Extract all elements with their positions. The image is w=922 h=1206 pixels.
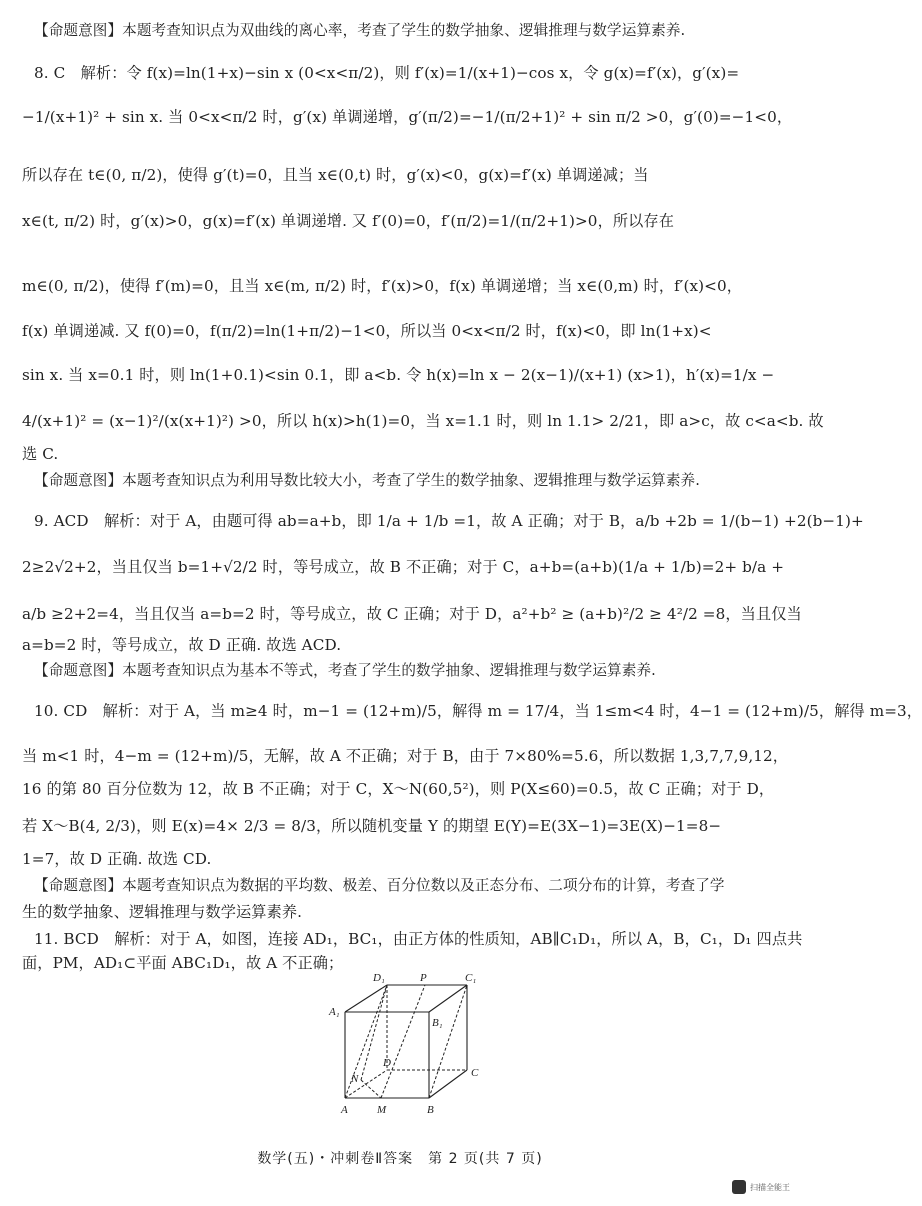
solution-text-line: f(x) 单调递减. 又 f(0)=0，f(π/2)=ln(1+π/2)−1<0，所以当 0<x<π/2 时，f(x)<0，即 ln(1+x)< [22, 322, 712, 340]
intent-note-line: 【命题意图】本题考查知识点为利用导数比较大小，考查了学生的数学抽象、逻辑推理与数学运算素养. [34, 472, 700, 489]
solution-text-line: m∈(0, π/2)，使得 f′(m)=0，且当 x∈(m, π/2) 时，f′(x)>0，f(x) 单调递增；当 x∈(0,m) 时，f′(x)<0， [22, 277, 743, 295]
label-d1: D₁ [373, 972, 385, 984]
scanner-watermark [732, 1180, 790, 1194]
label-m: M [377, 1104, 387, 1116]
edge-bc [429, 1070, 467, 1098]
solution-text-line: 生的数学抽象、逻辑推理与数学运算素养. [22, 903, 303, 921]
solution-text-line: sin x. 当 x=0.1 时，则 ln(1+0.1)<sin 0.1，即 a<b. 令 h(x)=ln x − 2(x−1)/(x+1) (x>1)，h′(x)=1/x − [22, 366, 775, 384]
solution-text-line: 所以存在 t∈(0, π/2)，使得 g′(t)=0，且当 x∈(0,t) 时，g′(x)<0，g(x)=f′(x) 单调递减；当 [22, 166, 649, 184]
intent-note-line: 【命题意图】本题考查知识点为双曲线的离心率，考查了学生的数学抽象、逻辑推理与数学运算素养. [34, 22, 686, 39]
solution-text-line: 8. C 解析：令 f(x)=ln(1+x)−sin x (0<x<π/2)，则 f′(x)=1/(x+1)−cos x，令 g(x)=f′(x)，g′(x)= [34, 64, 740, 82]
label-a1: A₁ [329, 1006, 340, 1018]
seg-nm [361, 1080, 381, 1098]
solution-text-line: a=b=2 时，等号成立，故 D 正确. 故选 ACD. [22, 636, 342, 654]
edge-b1c1 [429, 985, 467, 1012]
scanner-app-icon [732, 1180, 746, 1194]
label-d: D [383, 1057, 391, 1069]
solution-text-line: 10. CD 解析：对于 A，当 m≥4 时，m−1 = (12+m)/5，解得 m = 17/4，当 1≤m<4 时，4−1 = (12+m)/5，解得 m=3， [34, 702, 922, 720]
solution-text-line: 选 C. [22, 445, 59, 463]
solution-text-line: −1/(x+1)² + sin x. 当 0<x<π/2 时，g′(x) 单调递增，g′(π/2)=−1/(π/2+1)² + sin π/2 >0，g′(0)=−1<0， [22, 108, 793, 126]
solution-text-line: 11. BCD 解析：对于 A，如图，连接 AD₁，BC₁，由正方体的性质知，AB∥C₁D₁，所以 A，B，C₁，D₁ 四点共 [34, 930, 803, 948]
label-c: C [471, 1067, 479, 1079]
solution-text-line: 面，PM，AD₁⊂平面 ABC₁D₁，故 A 不正确； [22, 954, 344, 972]
page-footer: 数学(五)・冲刺卷Ⅱ答案 第 2 页(共 7 页) [257, 1151, 543, 1167]
seg-bc1 [429, 985, 467, 1098]
solution-text-line: 9. ACD 解析：对于 A，由题可得 ab=a+b，即 1/a + 1/b =1，故 A 正确；对于 B，a/b +2b = 1/(b−1) +2(b−1)+ [34, 512, 864, 530]
edge-a1d1 [345, 985, 387, 1012]
label-n: N [351, 1073, 359, 1085]
label-a: A [341, 1104, 348, 1116]
seg-pm [381, 985, 425, 1098]
intent-note-line: 【命题意图】本题考查知识点为数据的平均数、极差、百分位数以及正态分布、二项分布的计算，考查了学 [34, 877, 725, 894]
solution-text-line: 16 的第 80 百分位数为 12，故 B 不正确；对于 C，X～N(60,5²)，则 P(X≤60)=0.5，故 C 正确；对于 D， [22, 780, 775, 798]
label-c1: C₁ [465, 972, 477, 984]
watermark-text: 扫描全能王 [750, 1182, 790, 1192]
solution-text-line: 2≥2√2+2，当且仅当 b=1+√2/2 时，等号成立，故 B 不正确；对于 C，a+b=(a+b)(1/a + 1/b)=2+ b/a + [22, 558, 785, 576]
solution-text-line: 若 X～B(4, 2/3)，则 E(x)=4× 2/3 = 8/3，所以随机变量 Y 的期望 E(Y)=E(3X−1)=3E(X)−1=8− [22, 817, 722, 835]
intent-note-line: 【命题意图】本题考查知识点为基本不等式，考查了学生的数学抽象、逻辑推理与数学运算素养. [34, 662, 656, 679]
solution-text-line: 当 m<1 时，4−m = (12+m)/5，无解，故 A 不正确；对于 B，由于 7×80%=5.6，所以数据 1,3,7,7,9,12， [22, 747, 789, 765]
cube-figure [325, 970, 485, 1120]
solution-text-line: 1=7，故 D 正确. 故选 CD. [22, 850, 212, 868]
label-p: P [420, 972, 427, 984]
solution-text-line: 4/(x+1)² = (x−1)²/(x(x+1)²) >0，所以 h(x)>h(1)=0，当 x=1.1 时，则 ln 1.1> 2/21，即 a>c，故 c<a<b. 故 [22, 412, 824, 430]
label-b1: B₁ [432, 1017, 443, 1029]
solution-text-line: a/b ≥2+2=4，当且仅当 a=b=2 时，等号成立，故 C 正确；对于 D，a²+b² ≥ (a+b)²/2 ≥ 4²/2 =8，当且仅当 [22, 605, 802, 623]
label-b: B [427, 1104, 434, 1116]
solution-text-line: x∈(t, π/2) 时，g′(x)>0，g(x)=f′(x) 单调递增. 又 f′(0)=0，f′(π/2)=1/(π/2+1)>0，所以存在 [22, 212, 675, 230]
